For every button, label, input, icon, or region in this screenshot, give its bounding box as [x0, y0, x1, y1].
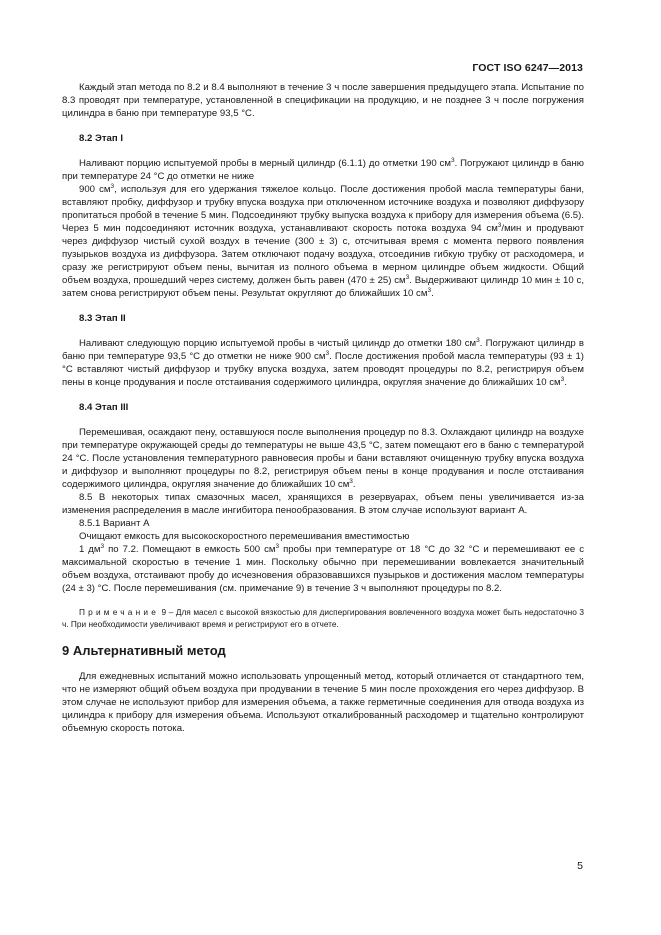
document-body	[62, 81, 584, 735]
note-9	[62, 607, 584, 630]
section-9-heading: 9 Альтернативный метод	[62, 643, 226, 658]
section-8-5-1-paragraph-1: Очищают емкость для высокоскоростного перемешивания вместимостью	[79, 531, 410, 542]
section-8-3-heading: 8.3 Этап II	[79, 313, 126, 324]
section-8-4-heading: 8.4 Этап III	[79, 402, 129, 413]
standard-header: ГОСТ ISO 6247—2013	[472, 62, 583, 74]
section-8-2-paragraph-2: 900 $см^3$, используя для его удержания тяжелое кольцо. После достижения пробой масла температуры бани, вставляют пробку, диффузор и трубку впуска воздуха при отключенном источнике воздуха и позволяют диффузору пропитаться пробой в течение 5 мин. Подсоединяют трубку выпуска воздуха к прибору для измерения объема (6.5). Через 5 мин подсоединяют источник воздуха, устанавливают скорость потока воздуха 94 $см^3$/мин и продувают через диффузор чистый сухой воздух в течение (300 ± 3) с, отсчитывая время с момента первого появления пузырьков воздуха из диффузора. Затем отключают подачу воздуха, отсоединив гибкую трубку от расходомера, и сразу же регистрируют объем пены, вычитая из полного объема в мерном цилиндре объем жидкости. Общий объем воздуха, прошедший через систему, должен быть равен (470 ± 25) $см^3$. Выдерживают цилиндр 10 мин ± 10 с, затем снова регистрируют объем пены. Результат округляют до ближайших 10 $см^3$.	[62, 183, 584, 299]
section-8-2-heading: 8.2 Этап I	[79, 133, 123, 144]
section-8-4-paragraph: Перемешивая, осаждают пену, оставшуюся после выполнения процедур по 8.3. Охлаждают цилиндр на воздухе при температуре окружающей среды до температуры не выше 43,5 °С, затем помещают его в баню с температурой 24 °С. После установления температурного равновесия пробы и бани вставляют очищенную трубку впуска воздуха и диффузор и выполняют процедуры по 8.2, регистрируя объем пены в конце продувания и после отстаивания содержимого цилиндра, округляя значение до ближайших 10 $см^3$.	[62, 427, 584, 490]
section-8-5-1-paragraph-2: 1 $дм^3$ по 7.2. Помещают в емкость 500 $см^3$ пробы при температуре от 18 °С до 32 °С и перемешивают ее с максимальной скоростью в течение 1 мин. Поскольку обычно при перемешивании вовлекается значительный объем воздуха, отстаивают пробу до исчезновения образовавшихся пузырьков и достижения маслом температуры (24 ± 3) °С. После перемешивания (см. примечание 9) в течение 3 ч выполняют процедуры по 8.2.	[62, 543, 584, 594]
section-8-3-paragraph: Наливают следующую порцию испытуемой пробы в чистый цилиндр до отметки 180 $см^3$. Погружают цилиндр в баню при температуре 93,5 °С до отметки не ниже 900 $см^3$. После достижения пробой масла температуры (93 ± 1) °С вставляют чистый диффузор и трубку впуска воздуха, затем проводят процедуры по 8.2, регистрируя объем пены в конце продувания и после отстаивания содержимого цилиндра, округляя значение до ближайших 10 $см^3$.	[62, 337, 584, 388]
section-8-5-1-heading: 8.5.1 Вариант А	[79, 518, 150, 529]
note-label: Примечание	[79, 607, 160, 617]
section-8-2-paragraph-1: Наливают порцию испытуемой пробы в мерный цилиндр (6.1.1) до отметки 190 $см^3$. Погружают цилиндр в баню при температуре 24 °С до отметки не ниже	[62, 157, 584, 182]
page-number: 5	[577, 860, 583, 872]
section-8-5-paragraph: 8.5 В некоторых типах смазочных масел, хранящихся в резервуарах, объем пены увеличивается из-за изменения распределения в масле ингибитора пенообразования. В этом случае используют вариант А.	[62, 492, 584, 516]
intro-paragraph: Каждый этап метода по 8.2 и 8.4 выполняют в течение 3 ч после завершения предыдущего этапа. Испытание по 8.3 проводят при температуре, установленной в спецификации на продукцию, и не позднее 3 ч после погружения цилиндра в баню при температуре 93,5 °С.	[62, 82, 584, 119]
section-9-paragraph: Для ежедневных испытаний можно использовать упрощенный метод, который отличается от стандартного тем, что не измеряют общий объем воздуха при продувании в течение 5 мин после прохождения его через диффузор. В этом случае не используют прибор для измерения объема, а также герметичные соединения для отвода воздуха из цилиндра к прибору для измерения объема. Используют откалиброванный расходомер и тщательно контролируют объемную скорость потока.	[62, 671, 584, 734]
note-text: 9 – Для масел с высокой вязкостью для диспергирования вовлеченного воздуха может быть недостаточно 3 ч. При необходимости увеличивают время и регистрируют его в отчете.	[62, 607, 584, 629]
